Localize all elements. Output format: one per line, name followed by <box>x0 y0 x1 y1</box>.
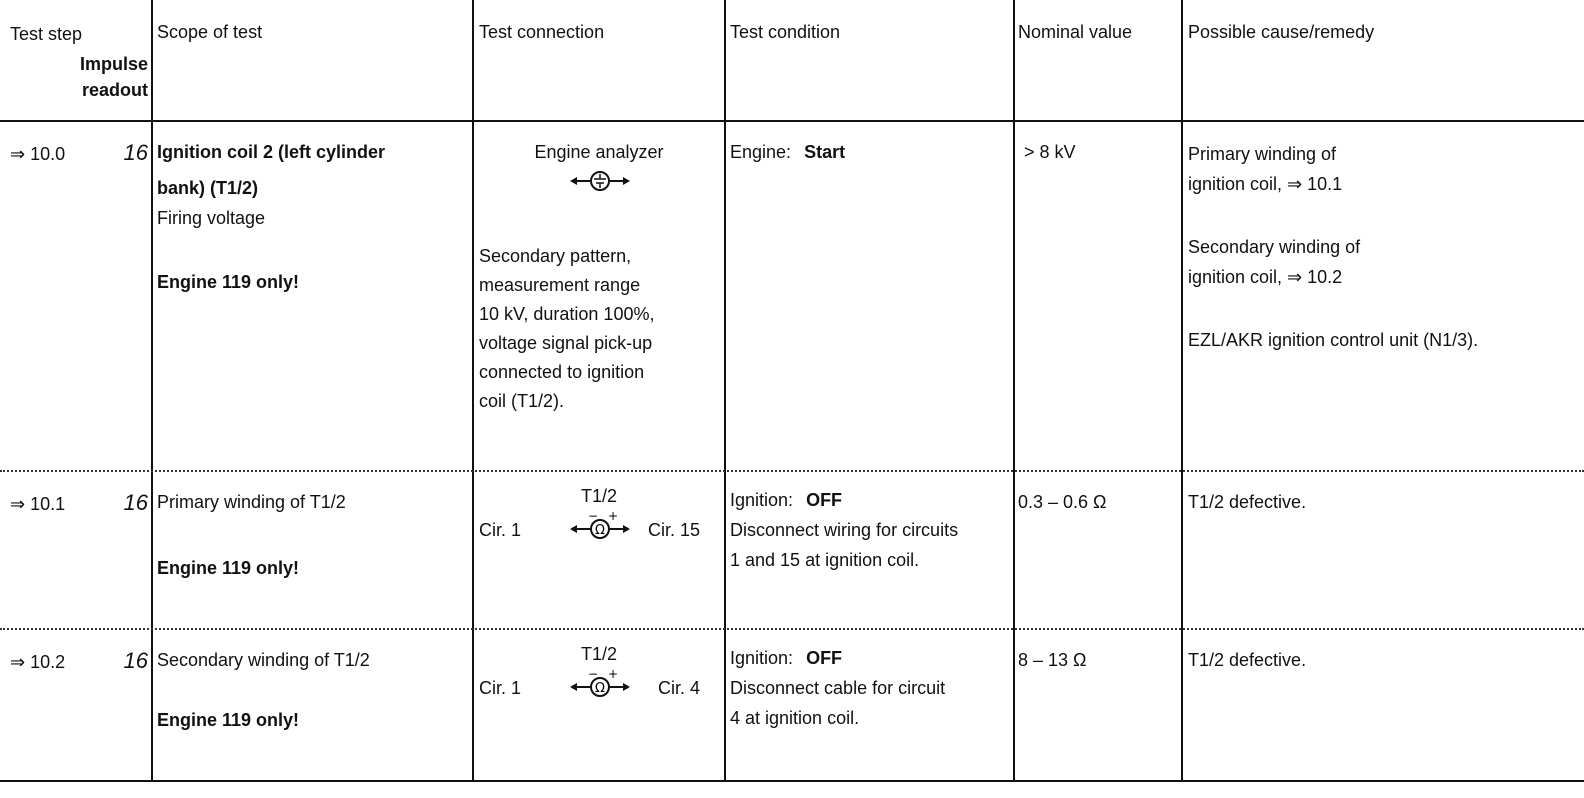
row3-cond-line-1: Disconnect cable for circuit <box>730 678 946 698</box>
row2-conn-left: Cir. 1 <box>479 520 522 540</box>
row3-condition <box>730 646 842 670</box>
row1-conn-line-4: voltage signal pick-up <box>479 333 653 353</box>
col-divider-4 <box>1013 0 1015 782</box>
col-divider-5 <box>1181 0 1183 782</box>
row1-conn-title: Engine analyzer <box>534 142 664 162</box>
row1-conn-line-3: 10 kV, duration 100%, <box>479 304 655 324</box>
row2-scope-note: Engine 119 only! <box>157 558 300 578</box>
row2-cond-line-2: 1 and 15 at ignition coil. <box>730 550 920 570</box>
row2-step: ⇒ 10.1 <box>10 494 66 514</box>
ohmmeter-icon <box>568 510 632 550</box>
row1-nominal: > 8 kV <box>1024 142 1076 162</box>
row2-nominal: 0.3 – 0.6 Ω <box>1018 492 1107 512</box>
header-impulse: Impulse <box>79 54 148 74</box>
row2-conn-right: Cir. 15 <box>648 520 701 540</box>
row3-cond-line-2: 4 at ignition coil. <box>730 708 860 728</box>
row2-cause: T1/2 defective. <box>1188 492 1307 512</box>
row1-cause-line-5: EZL/AKR ignition control unit (N1/3). <box>1188 330 1479 350</box>
row3-conn-right: Cir. 4 <box>658 678 701 698</box>
svg-text:Ω: Ω <box>595 681 605 696</box>
svg-text:Ω: Ω <box>595 523 605 538</box>
svg-text:−: − <box>588 668 599 681</box>
header-nominal: Nominal value <box>1018 22 1133 42</box>
row-divider-1 <box>0 470 1584 472</box>
row2-conn-top: T1/2 <box>580 486 618 506</box>
row3-conn-left: Cir. 1 <box>479 678 522 698</box>
row1-step: ⇒ 10.0 <box>10 144 66 164</box>
col-divider-3 <box>724 0 726 782</box>
row1-scope-title-1: Ignition coil 2 (left cylinder <box>157 142 386 162</box>
svg-text:+: + <box>608 510 619 523</box>
row3-cause: T1/2 defective. <box>1188 650 1307 670</box>
row1-cond-label: Engine: <box>730 142 792 162</box>
engine-analyzer-icon <box>568 166 632 202</box>
row3-cond-label: Ignition: <box>730 648 794 668</box>
ohmmeter-icon <box>568 668 632 708</box>
row2-impulse: 16 <box>123 490 148 515</box>
header-cause: Possible cause/remedy <box>1188 22 1375 42</box>
row1-conn-line-5: connected to ignition <box>479 362 645 382</box>
row1-conn-line-6: coil (T1/2). <box>479 391 565 411</box>
row1-scope-title-2: bank) (T1/2) <box>157 178 259 198</box>
col-divider-1 <box>151 0 153 782</box>
row3-scope-note: Engine 119 only! <box>157 710 300 730</box>
row3-cond-value: OFF <box>806 648 843 668</box>
row1-cond-value: Start <box>804 142 846 162</box>
header-readout: readout <box>81 80 148 100</box>
header-connection: Test connection <box>479 22 605 42</box>
row3-scope: Secondary winding of T1/2 <box>157 650 370 670</box>
header-scope: Scope of test <box>157 22 263 42</box>
svg-text:−: − <box>588 510 599 523</box>
row1-impulse: 16 <box>123 140 148 165</box>
row2-cond-value: OFF <box>806 490 843 510</box>
row1-cause-line-2: ignition coil, ⇒ 10.1 <box>1188 174 1343 194</box>
row1-conn-line-2: measurement range <box>479 275 641 295</box>
table-bottom-rule <box>0 780 1584 782</box>
row3-conn-top: T1/2 <box>580 644 618 664</box>
row1-cause-line-1: Primary winding of <box>1188 144 1337 164</box>
svg-text:+: + <box>608 668 619 681</box>
row1-conn-line-1: Secondary pattern, <box>479 246 632 266</box>
row-divider-2 <box>0 628 1584 630</box>
row1-condition <box>730 140 845 164</box>
row3-nominal: 8 – 13 Ω <box>1018 650 1087 670</box>
row2-scope: Primary winding of T1/2 <box>157 492 346 512</box>
row3-step: ⇒ 10.2 <box>10 652 66 672</box>
row1-cause-line-3: Secondary winding of <box>1188 237 1361 257</box>
header-condition: Test condition <box>730 22 841 42</box>
row2-cond-line-1: Disconnect wiring for circuits <box>730 520 959 540</box>
header-divider <box>0 120 1584 122</box>
row1-scope-note: Engine 119 only! <box>157 272 300 292</box>
row3-impulse: 16 <box>123 648 148 673</box>
row1-scope-sub: Firing voltage <box>157 208 266 228</box>
row1-cause-line-4: ignition coil, ⇒ 10.2 <box>1188 267 1343 287</box>
header-test-step: Test step <box>10 24 83 44</box>
row2-condition <box>730 488 842 512</box>
row2-cond-label: Ignition: <box>730 490 794 510</box>
